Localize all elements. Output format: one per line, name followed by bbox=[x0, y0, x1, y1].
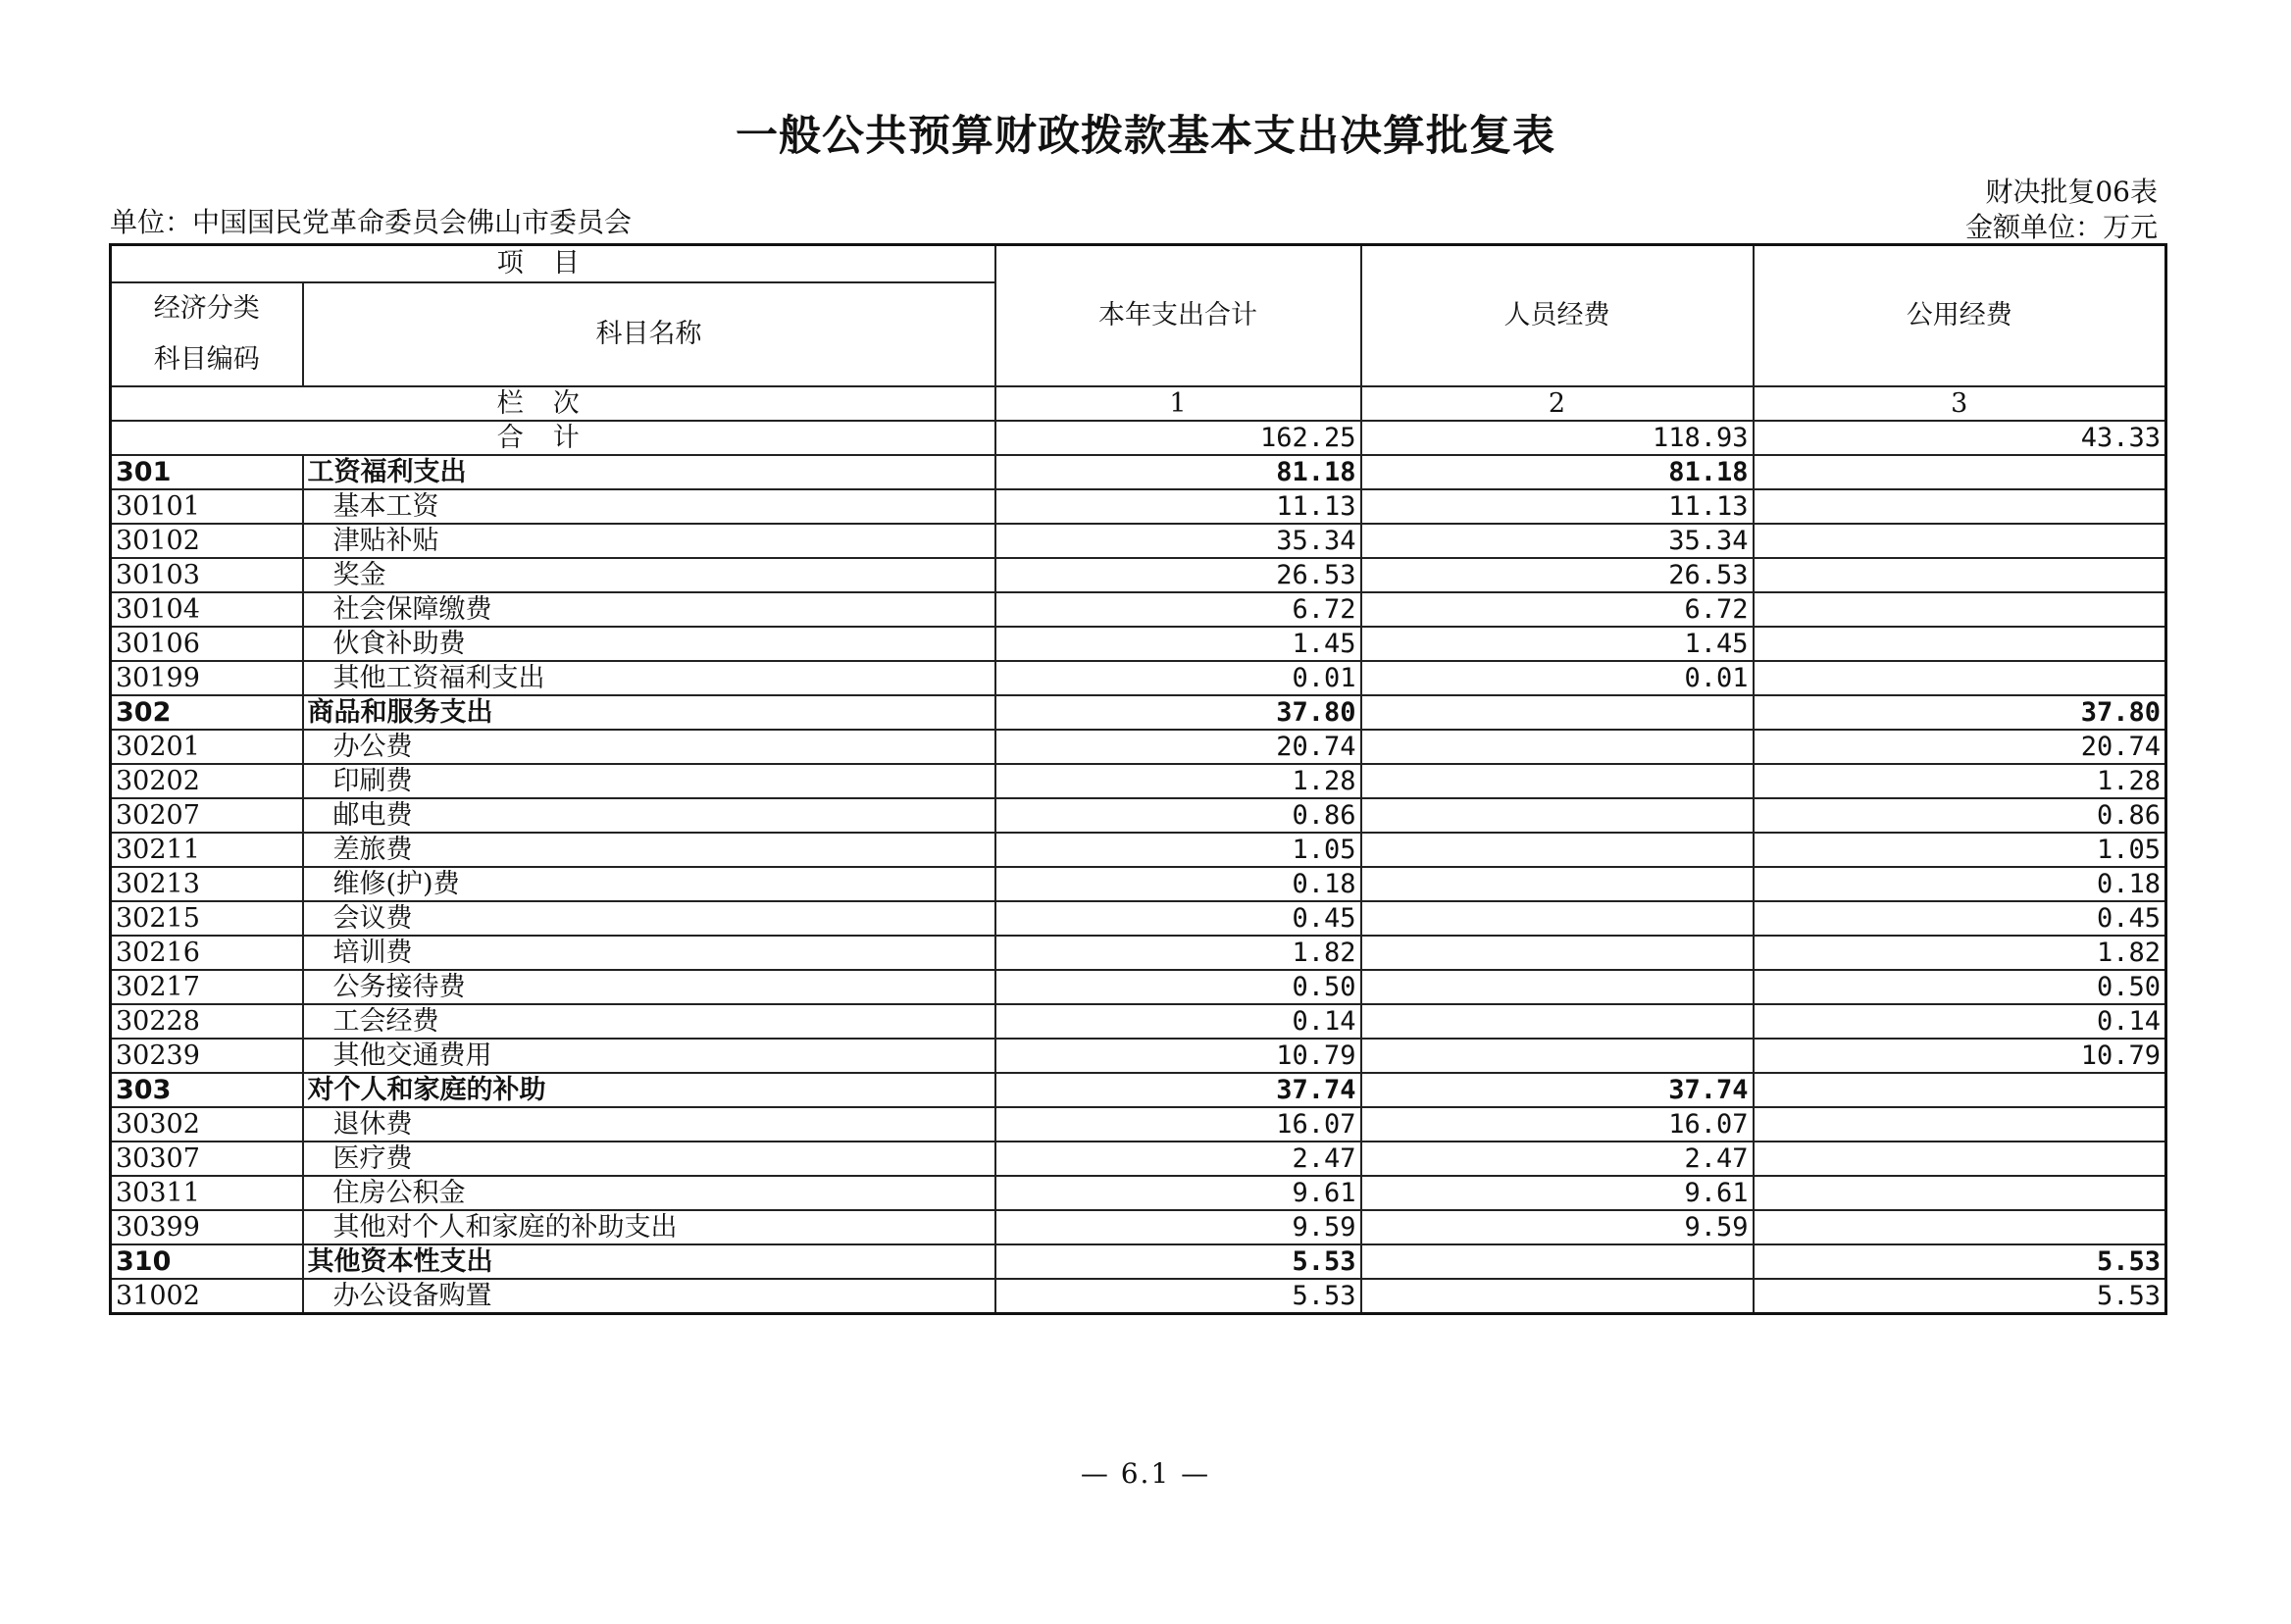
row-code: 30228 bbox=[111, 1004, 303, 1039]
row-total: 35.34 bbox=[995, 524, 1361, 558]
row-total: 1.05 bbox=[995, 833, 1361, 867]
category-row bbox=[111, 1244, 2166, 1279]
row-total: 20.74 bbox=[995, 730, 1361, 764]
row-code: 30311 bbox=[111, 1176, 303, 1210]
row-code: 30202 bbox=[111, 764, 303, 798]
row-total: 0.86 bbox=[995, 798, 1361, 833]
row-code: 31002 bbox=[111, 1279, 303, 1314]
row-code: 303 bbox=[111, 1073, 303, 1107]
row-public: 1.82 bbox=[1754, 936, 2166, 970]
row-public: 5.53 bbox=[1754, 1244, 2166, 1279]
row-public bbox=[1754, 1107, 2166, 1142]
row-personnel: 11.13 bbox=[1361, 489, 1754, 524]
row-public bbox=[1754, 1210, 2166, 1244]
row-name: 其他资本性支出 bbox=[303, 1244, 995, 1279]
row-name: 其他交通费用 bbox=[303, 1039, 995, 1073]
header-code-line1: 经济分类 bbox=[153, 293, 260, 324]
row-total: 9.61 bbox=[995, 1176, 1361, 1210]
row-personnel: 37.74 bbox=[1361, 1073, 1754, 1107]
row-code: 301 bbox=[111, 455, 303, 489]
row-personnel bbox=[1361, 1279, 1754, 1314]
row-code: 310 bbox=[111, 1244, 303, 1279]
table-row bbox=[111, 867, 2166, 901]
row-personnel bbox=[1361, 764, 1754, 798]
header-row-top bbox=[111, 245, 2166, 283]
row-public: 0.50 bbox=[1754, 970, 2166, 1004]
table-row bbox=[111, 1210, 2166, 1244]
row-public: 0.14 bbox=[1754, 1004, 2166, 1039]
column-index-1: 1 bbox=[995, 386, 1361, 421]
table-row bbox=[111, 798, 2166, 833]
row-code: 30217 bbox=[111, 970, 303, 1004]
row-public bbox=[1754, 1142, 2166, 1176]
row-personnel bbox=[1361, 867, 1754, 901]
row-total: 0.18 bbox=[995, 867, 1361, 901]
row-name: 退休费 bbox=[303, 1107, 995, 1142]
row-personnel: 35.34 bbox=[1361, 524, 1754, 558]
table-row bbox=[111, 1142, 2166, 1176]
table-row bbox=[111, 1176, 2166, 1210]
table-row bbox=[111, 1279, 2166, 1314]
row-personnel bbox=[1361, 936, 1754, 970]
row-code: 30106 bbox=[111, 627, 303, 661]
row-total: 1.28 bbox=[995, 764, 1361, 798]
row-total: 11.13 bbox=[995, 489, 1361, 524]
row-personnel: 2.47 bbox=[1361, 1142, 1754, 1176]
money-unit: 金额单位：万元 bbox=[1964, 211, 2158, 243]
row-name: 基本工资 bbox=[303, 489, 995, 524]
table-row bbox=[111, 489, 2166, 524]
row-total: 5.53 bbox=[995, 1244, 1361, 1279]
column-index-row bbox=[111, 386, 2166, 421]
row-code: 30201 bbox=[111, 730, 303, 764]
row-code: 30102 bbox=[111, 524, 303, 558]
row-name: 维修(护)费 bbox=[303, 867, 995, 901]
column-index-label: 栏次 bbox=[111, 386, 995, 421]
row-personnel: 6.72 bbox=[1361, 592, 1754, 627]
table-row bbox=[111, 970, 2166, 1004]
row-public: 20.74 bbox=[1754, 730, 2166, 764]
row-personnel bbox=[1361, 970, 1754, 1004]
row-code: 30302 bbox=[111, 1107, 303, 1142]
table-row bbox=[111, 1107, 2166, 1142]
row-total: 0.50 bbox=[995, 970, 1361, 1004]
row-personnel: 1.45 bbox=[1361, 627, 1754, 661]
table-row bbox=[111, 764, 2166, 798]
row-total: 26.53 bbox=[995, 558, 1361, 592]
row-total: 9.59 bbox=[995, 1210, 1361, 1244]
row-public: 0.18 bbox=[1754, 867, 2166, 901]
sum-personnel: 118.93 bbox=[1361, 421, 1754, 455]
row-code: 30239 bbox=[111, 1039, 303, 1073]
row-personnel bbox=[1361, 730, 1754, 764]
row-personnel: 9.61 bbox=[1361, 1176, 1754, 1210]
row-personnel bbox=[1361, 1039, 1754, 1073]
row-total: 5.53 bbox=[995, 1279, 1361, 1314]
row-name: 医疗费 bbox=[303, 1142, 995, 1176]
row-code: 30101 bbox=[111, 489, 303, 524]
row-code: 30216 bbox=[111, 936, 303, 970]
row-public: 37.80 bbox=[1754, 695, 2166, 730]
row-code: 30399 bbox=[111, 1210, 303, 1244]
row-public bbox=[1754, 627, 2166, 661]
header-total: 本年支出合计 bbox=[995, 245, 1361, 387]
category-row bbox=[111, 455, 2166, 489]
row-name: 社会保障缴费 bbox=[303, 592, 995, 627]
row-total: 2.47 bbox=[995, 1142, 1361, 1176]
header-public: 公用经费 bbox=[1754, 245, 2166, 387]
row-public: 1.28 bbox=[1754, 764, 2166, 798]
document-title: 一般公共预算财政拨款基本支出决算批复表 bbox=[736, 112, 1555, 161]
table-row bbox=[111, 833, 2166, 867]
category-row bbox=[111, 695, 2166, 730]
header-code bbox=[111, 282, 303, 386]
row-total: 6.72 bbox=[995, 592, 1361, 627]
row-public bbox=[1754, 455, 2166, 489]
row-code: 30307 bbox=[111, 1142, 303, 1176]
row-total: 0.01 bbox=[995, 661, 1361, 695]
category-row bbox=[111, 1073, 2166, 1107]
header-personnel: 人员经费 bbox=[1361, 245, 1754, 387]
row-code: 30213 bbox=[111, 867, 303, 901]
page-number: — 6.1 — bbox=[1080, 1457, 1211, 1490]
sum-total: 162.25 bbox=[995, 421, 1361, 455]
row-personnel bbox=[1361, 1004, 1754, 1039]
row-name: 津贴补贴 bbox=[303, 524, 995, 558]
row-personnel: 9.59 bbox=[1361, 1210, 1754, 1244]
row-name: 奖金 bbox=[303, 558, 995, 592]
row-public: 5.53 bbox=[1754, 1279, 2166, 1314]
row-public: 0.86 bbox=[1754, 798, 2166, 833]
row-public bbox=[1754, 592, 2166, 627]
row-personnel bbox=[1361, 833, 1754, 867]
table-row bbox=[111, 901, 2166, 936]
row-code: 30103 bbox=[111, 558, 303, 592]
unit-label: 单位：中国国民党革命委员会佛山市委员会 bbox=[110, 206, 633, 238]
header-project: 项目 bbox=[111, 245, 995, 283]
row-name: 培训费 bbox=[303, 936, 995, 970]
table-row bbox=[111, 627, 2166, 661]
row-public bbox=[1754, 1176, 2166, 1210]
sum-label: 合计 bbox=[111, 421, 995, 455]
row-name: 印刷费 bbox=[303, 764, 995, 798]
row-name: 公务接待费 bbox=[303, 970, 995, 1004]
row-code: 302 bbox=[111, 695, 303, 730]
table-row bbox=[111, 524, 2166, 558]
row-total: 10.79 bbox=[995, 1039, 1361, 1073]
row-name: 住房公积金 bbox=[303, 1176, 995, 1210]
row-personnel: 81.18 bbox=[1361, 455, 1754, 489]
row-name: 伙食补助费 bbox=[303, 627, 995, 661]
row-public bbox=[1754, 661, 2166, 695]
row-total: 81.18 bbox=[995, 455, 1361, 489]
row-name: 会议费 bbox=[303, 901, 995, 936]
sum-row bbox=[111, 421, 2166, 455]
row-public bbox=[1754, 1073, 2166, 1107]
row-name: 办公费 bbox=[303, 730, 995, 764]
row-code: 30104 bbox=[111, 592, 303, 627]
table-row bbox=[111, 1039, 2166, 1073]
row-total: 0.45 bbox=[995, 901, 1361, 936]
row-public: 1.05 bbox=[1754, 833, 2166, 867]
row-public bbox=[1754, 524, 2166, 558]
row-personnel: 0.01 bbox=[1361, 661, 1754, 695]
row-public bbox=[1754, 489, 2166, 524]
row-personnel: 26.53 bbox=[1361, 558, 1754, 592]
row-total: 0.14 bbox=[995, 1004, 1361, 1039]
row-name: 商品和服务支出 bbox=[303, 695, 995, 730]
budget-table bbox=[109, 243, 2167, 1315]
row-name: 办公设备购置 bbox=[303, 1279, 995, 1314]
table-row bbox=[111, 936, 2166, 970]
row-name: 其他对个人和家庭的补助支出 bbox=[303, 1210, 995, 1244]
row-name: 差旅费 bbox=[303, 833, 995, 867]
row-personnel bbox=[1361, 695, 1754, 730]
row-code: 30211 bbox=[111, 833, 303, 867]
row-public: 0.45 bbox=[1754, 901, 2166, 936]
column-index-3: 3 bbox=[1754, 386, 2166, 421]
table-row bbox=[111, 592, 2166, 627]
row-total: 16.07 bbox=[995, 1107, 1361, 1142]
row-name: 工资福利支出 bbox=[303, 455, 995, 489]
row-code: 30199 bbox=[111, 661, 303, 695]
table-row bbox=[111, 558, 2166, 592]
form-code: 财决批复06表 bbox=[1985, 176, 2158, 208]
row-total: 1.82 bbox=[995, 936, 1361, 970]
row-total: 37.80 bbox=[995, 695, 1361, 730]
table-row bbox=[111, 1004, 2166, 1039]
row-personnel bbox=[1361, 901, 1754, 936]
table-row bbox=[111, 730, 2166, 764]
row-personnel: 16.07 bbox=[1361, 1107, 1754, 1142]
row-personnel bbox=[1361, 798, 1754, 833]
row-total: 37.74 bbox=[995, 1073, 1361, 1107]
row-name: 工会经费 bbox=[303, 1004, 995, 1039]
row-total: 1.45 bbox=[995, 627, 1361, 661]
row-name: 其他工资福利支出 bbox=[303, 661, 995, 695]
row-name: 对个人和家庭的补助 bbox=[303, 1073, 995, 1107]
row-public: 10.79 bbox=[1754, 1039, 2166, 1073]
header-code-line2: 科目编码 bbox=[153, 344, 260, 375]
row-code: 30215 bbox=[111, 901, 303, 936]
column-index-2: 2 bbox=[1361, 386, 1754, 421]
header-name: 科目名称 bbox=[303, 282, 995, 386]
row-code: 30207 bbox=[111, 798, 303, 833]
row-personnel bbox=[1361, 1244, 1754, 1279]
row-public bbox=[1754, 558, 2166, 592]
sum-public: 43.33 bbox=[1754, 421, 2166, 455]
table-row bbox=[111, 661, 2166, 695]
row-name: 邮电费 bbox=[303, 798, 995, 833]
